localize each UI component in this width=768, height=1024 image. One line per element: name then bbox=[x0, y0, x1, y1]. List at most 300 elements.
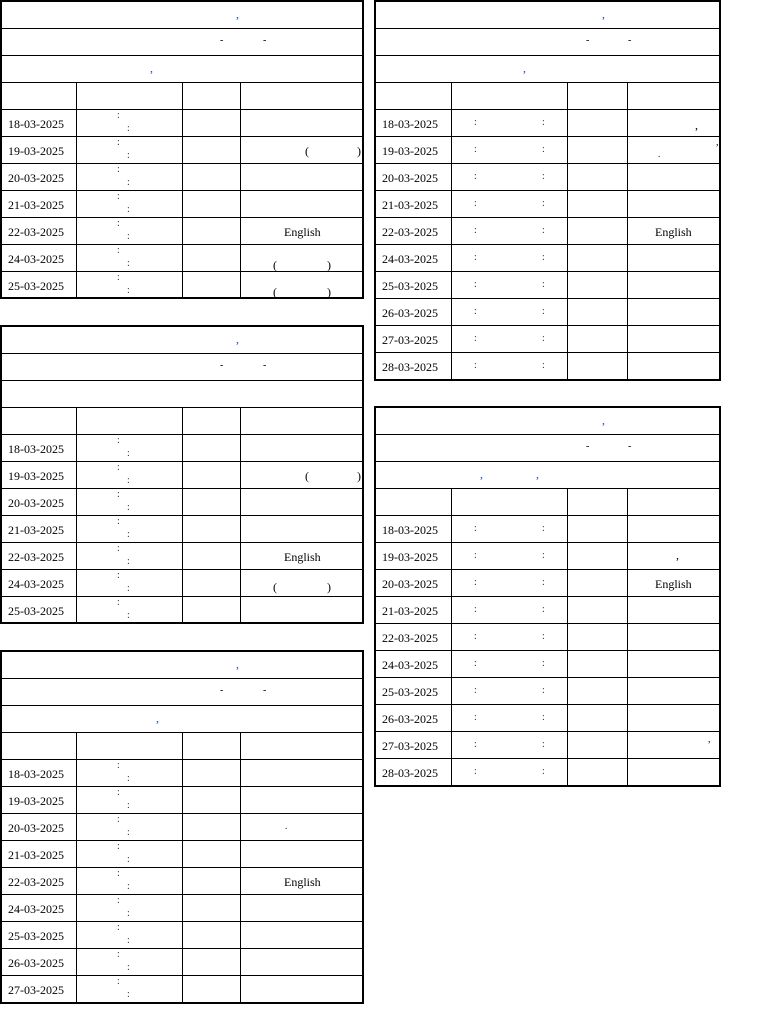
time-separator: : bbox=[542, 658, 545, 669]
table-cell bbox=[376, 110, 451, 136]
time-separator: : bbox=[127, 962, 130, 973]
table-cell bbox=[627, 732, 721, 758]
table-cell bbox=[567, 245, 627, 271]
table-cell bbox=[567, 353, 627, 380]
time-separator: : bbox=[474, 117, 477, 128]
table-cell bbox=[627, 516, 721, 542]
table-cell bbox=[451, 245, 567, 271]
table-row bbox=[376, 245, 719, 272]
table-cell bbox=[2, 489, 76, 515]
table-cell bbox=[2, 976, 76, 1003]
exam-date: 28-03-2025 bbox=[382, 360, 438, 374]
remark-text: . bbox=[285, 821, 288, 831]
remark-text: , bbox=[708, 734, 711, 745]
table-cell bbox=[182, 922, 240, 948]
table-cell bbox=[627, 326, 721, 352]
table-cell bbox=[567, 678, 627, 704]
remark-text: , bbox=[695, 118, 698, 132]
table-cell bbox=[76, 760, 182, 786]
table-cell bbox=[451, 110, 567, 136]
table-cell bbox=[567, 597, 627, 623]
table-row bbox=[2, 868, 362, 895]
exam-date: 27-03-2025 bbox=[8, 983, 64, 997]
table-cell bbox=[240, 462, 364, 488]
time-separator: : bbox=[542, 739, 545, 750]
column-header-row bbox=[2, 83, 362, 110]
table-cell bbox=[76, 733, 182, 759]
table-cell bbox=[567, 489, 627, 515]
table-cell bbox=[567, 191, 627, 217]
time-separator: : bbox=[542, 225, 545, 236]
table-cell bbox=[376, 570, 451, 596]
table-cell bbox=[182, 895, 240, 921]
table-cell bbox=[240, 976, 364, 1003]
table-cell bbox=[627, 624, 721, 650]
time-separator: : bbox=[474, 306, 477, 317]
table-row bbox=[376, 732, 719, 759]
time-separator: : bbox=[542, 631, 545, 642]
table-row bbox=[2, 462, 362, 489]
table-cell bbox=[182, 841, 240, 867]
time-separator: : bbox=[542, 252, 545, 263]
time-separator: : bbox=[127, 773, 130, 784]
exam-date: 21-03-2025 bbox=[382, 604, 438, 618]
time-separator: : bbox=[117, 949, 120, 960]
time-separator: : bbox=[474, 360, 477, 371]
header-row-3 bbox=[376, 56, 719, 83]
table-cell bbox=[240, 110, 364, 136]
table-row bbox=[376, 218, 719, 245]
time-separator: : bbox=[117, 137, 120, 148]
exam-date: 22-03-2025 bbox=[8, 550, 64, 564]
time-separator: : bbox=[117, 895, 120, 906]
exam-date: 18-03-2025 bbox=[8, 117, 64, 131]
table-cell bbox=[451, 705, 567, 731]
remark-text: , bbox=[676, 548, 679, 562]
remark-text: ) bbox=[357, 469, 361, 483]
table-cell bbox=[240, 597, 364, 624]
table-cell bbox=[627, 543, 721, 569]
table-cell bbox=[2, 164, 76, 190]
table-cell bbox=[627, 299, 721, 325]
exam-date: 24-03-2025 bbox=[8, 577, 64, 591]
table-cell bbox=[76, 570, 182, 596]
header-text: , bbox=[480, 467, 483, 481]
table-cell bbox=[182, 110, 240, 136]
time-separator: : bbox=[542, 171, 545, 182]
exam-date: 20-03-2025 bbox=[382, 577, 438, 591]
table-cell bbox=[451, 83, 567, 109]
time-separator: : bbox=[474, 252, 477, 263]
table-cell bbox=[376, 597, 451, 623]
table-row bbox=[376, 164, 719, 191]
date-range-separator: - bbox=[220, 360, 224, 371]
table-cell bbox=[451, 543, 567, 569]
table-cell bbox=[451, 489, 567, 515]
table-row bbox=[376, 272, 719, 299]
table-cell bbox=[240, 408, 364, 434]
table-row bbox=[2, 191, 362, 218]
exam-date: 24-03-2025 bbox=[382, 658, 438, 672]
time-separator: : bbox=[474, 171, 477, 182]
time-separator: : bbox=[127, 150, 130, 161]
table-cell bbox=[451, 624, 567, 650]
remark-text: English bbox=[284, 550, 321, 564]
time-separator: : bbox=[117, 245, 120, 256]
time-separator: : bbox=[127, 935, 130, 946]
table-cell bbox=[76, 841, 182, 867]
table-row bbox=[2, 516, 362, 543]
exam-date: 21-03-2025 bbox=[382, 198, 438, 212]
table-cell bbox=[627, 218, 721, 244]
table-cell bbox=[567, 83, 627, 109]
header-text: , bbox=[536, 467, 539, 481]
table-cell bbox=[2, 137, 76, 163]
table-cell bbox=[182, 597, 240, 624]
table-cell bbox=[627, 191, 721, 217]
exam-date: 18-03-2025 bbox=[382, 117, 438, 131]
table-cell bbox=[376, 164, 451, 190]
table-cell bbox=[2, 760, 76, 786]
exam-date: 27-03-2025 bbox=[382, 739, 438, 753]
table-row bbox=[376, 705, 719, 732]
table-cell bbox=[627, 353, 721, 380]
time-separator: : bbox=[542, 198, 545, 209]
exam-date: 26-03-2025 bbox=[8, 956, 64, 970]
table-cell bbox=[182, 949, 240, 975]
remark-text: ) bbox=[327, 285, 331, 299]
table-cell bbox=[76, 787, 182, 813]
table-cell bbox=[76, 245, 182, 271]
table-row bbox=[2, 570, 362, 597]
table-cell bbox=[240, 868, 364, 894]
table-cell bbox=[2, 570, 76, 596]
header-text: , bbox=[156, 711, 159, 725]
date-range-separator: - bbox=[586, 35, 590, 46]
time-separator: : bbox=[127, 177, 130, 188]
table-row bbox=[376, 597, 719, 624]
table-cell bbox=[376, 191, 451, 217]
time-separator: : bbox=[117, 191, 120, 202]
table-cell bbox=[76, 435, 182, 461]
table-row bbox=[376, 678, 719, 705]
table-row bbox=[2, 760, 362, 787]
table-cell bbox=[2, 868, 76, 894]
time-separator: : bbox=[117, 841, 120, 852]
table-row bbox=[376, 516, 719, 543]
header-row-2 bbox=[376, 435, 719, 462]
table-cell bbox=[567, 164, 627, 190]
table-cell bbox=[182, 543, 240, 569]
table-cell bbox=[376, 272, 451, 298]
exam-date: 20-03-2025 bbox=[8, 821, 64, 835]
table-cell bbox=[76, 164, 182, 190]
time-separator: : bbox=[474, 333, 477, 344]
table-cell bbox=[182, 868, 240, 894]
time-separator: : bbox=[474, 712, 477, 723]
table-cell bbox=[627, 164, 721, 190]
table-row bbox=[2, 814, 362, 841]
table-cell bbox=[451, 651, 567, 677]
header-text: , bbox=[236, 332, 239, 346]
time-separator: : bbox=[127, 827, 130, 838]
table-row bbox=[2, 245, 362, 272]
header-row-2 bbox=[2, 679, 362, 706]
table-cell bbox=[240, 949, 364, 975]
table-cell bbox=[376, 624, 451, 650]
table-row bbox=[2, 543, 362, 570]
exam-date: 24-03-2025 bbox=[8, 902, 64, 916]
table-cell bbox=[2, 895, 76, 921]
header-row-3 bbox=[376, 462, 719, 489]
time-separator: : bbox=[117, 462, 120, 473]
table-cell bbox=[451, 516, 567, 542]
exam-date: 19-03-2025 bbox=[8, 469, 64, 483]
header-row-3 bbox=[2, 706, 362, 733]
time-separator: : bbox=[127, 881, 130, 892]
table-row bbox=[376, 110, 719, 137]
exam-date: 20-03-2025 bbox=[8, 171, 64, 185]
exam-date: 20-03-2025 bbox=[382, 171, 438, 185]
table-cell bbox=[182, 570, 240, 596]
table-cell bbox=[240, 841, 364, 867]
table-row bbox=[2, 976, 362, 1003]
time-separator: : bbox=[117, 570, 120, 581]
exam-date: 25-03-2025 bbox=[382, 279, 438, 293]
time-separator: : bbox=[542, 117, 545, 128]
table-cell bbox=[451, 732, 567, 758]
table-cell bbox=[76, 949, 182, 975]
date-range-separator: - bbox=[263, 360, 267, 371]
table-cell bbox=[627, 137, 721, 163]
exam-date: 22-03-2025 bbox=[382, 225, 438, 239]
table-cell bbox=[2, 922, 76, 948]
remark-text: . bbox=[658, 149, 661, 159]
time-separator: : bbox=[117, 489, 120, 500]
table-cell bbox=[240, 570, 364, 596]
table-cell bbox=[376, 516, 451, 542]
header-row-1 bbox=[2, 652, 362, 679]
time-separator: : bbox=[117, 868, 120, 879]
table-cell bbox=[627, 651, 721, 677]
table-cell bbox=[376, 299, 451, 325]
table-cell bbox=[182, 516, 240, 542]
header-row-3 bbox=[2, 381, 362, 408]
table-cell bbox=[376, 489, 451, 515]
table-row bbox=[2, 841, 362, 868]
table-cell bbox=[240, 272, 364, 299]
time-separator: : bbox=[127, 529, 130, 540]
time-separator: : bbox=[117, 110, 120, 121]
table-cell bbox=[627, 570, 721, 596]
table-row bbox=[376, 191, 719, 218]
time-separator: : bbox=[127, 610, 130, 621]
header-row-1 bbox=[376, 2, 719, 29]
exam-date: 19-03-2025 bbox=[8, 144, 64, 158]
time-separator: : bbox=[127, 231, 130, 242]
table-cell bbox=[182, 760, 240, 786]
table-row bbox=[2, 218, 362, 245]
table-cell bbox=[76, 462, 182, 488]
header-row-2 bbox=[376, 29, 719, 56]
table-row bbox=[376, 299, 719, 326]
table-cell bbox=[182, 272, 240, 299]
time-separator: : bbox=[117, 922, 120, 933]
table-cell bbox=[2, 949, 76, 975]
table-cell bbox=[76, 814, 182, 840]
exam-date: 27-03-2025 bbox=[382, 333, 438, 347]
remark-text: ) bbox=[357, 144, 361, 158]
table-cell bbox=[240, 489, 364, 515]
table-cell bbox=[76, 110, 182, 136]
time-separator: : bbox=[117, 164, 120, 175]
exam-date: 22-03-2025 bbox=[8, 875, 64, 889]
header-text: , bbox=[523, 61, 526, 75]
table-cell bbox=[451, 218, 567, 244]
time-separator: : bbox=[542, 550, 545, 561]
table-cell bbox=[451, 570, 567, 596]
remark-text: ( bbox=[305, 144, 309, 158]
date-range-separator: - bbox=[628, 35, 632, 46]
time-separator: : bbox=[127, 556, 130, 567]
time-separator: : bbox=[127, 204, 130, 215]
table-cell bbox=[2, 462, 76, 488]
time-separator: : bbox=[474, 739, 477, 750]
schedule-table-3 bbox=[0, 650, 364, 1004]
remark-text: , bbox=[716, 137, 719, 148]
time-separator: : bbox=[474, 658, 477, 669]
time-separator: : bbox=[474, 685, 477, 696]
table-row bbox=[2, 787, 362, 814]
exam-date: 18-03-2025 bbox=[382, 523, 438, 537]
exam-date: 25-03-2025 bbox=[8, 279, 64, 293]
date-range-separator: - bbox=[220, 35, 224, 46]
table-cell bbox=[240, 245, 364, 271]
table-cell bbox=[567, 732, 627, 758]
table-cell bbox=[627, 245, 721, 271]
exam-date: 24-03-2025 bbox=[8, 252, 64, 266]
table-cell bbox=[240, 137, 364, 163]
table-cell bbox=[2, 814, 76, 840]
time-separator: : bbox=[542, 712, 545, 723]
table-cell bbox=[240, 191, 364, 217]
table-cell bbox=[182, 787, 240, 813]
table-cell bbox=[567, 272, 627, 298]
table-cell bbox=[2, 191, 76, 217]
table-cell bbox=[182, 814, 240, 840]
table-cell bbox=[76, 408, 182, 434]
table-cell bbox=[76, 895, 182, 921]
table-cell bbox=[567, 624, 627, 650]
table-cell bbox=[451, 353, 567, 380]
table-cell bbox=[76, 516, 182, 542]
column-header-row bbox=[2, 408, 362, 435]
table-cell bbox=[240, 164, 364, 190]
time-separator: : bbox=[474, 604, 477, 615]
time-separator: : bbox=[127, 123, 130, 134]
date-range-separator: - bbox=[263, 685, 267, 696]
table-cell bbox=[376, 732, 451, 758]
table-cell bbox=[627, 678, 721, 704]
time-separator: : bbox=[127, 854, 130, 865]
time-separator: : bbox=[474, 279, 477, 290]
time-separator: : bbox=[117, 435, 120, 446]
exam-date: 19-03-2025 bbox=[8, 794, 64, 808]
table-cell bbox=[376, 218, 451, 244]
table-cell bbox=[627, 489, 721, 515]
table-cell bbox=[567, 759, 627, 786]
time-separator: : bbox=[117, 516, 120, 527]
exam-date: 18-03-2025 bbox=[8, 442, 64, 456]
header-text: , bbox=[236, 657, 239, 671]
table-cell bbox=[240, 787, 364, 813]
table-row bbox=[2, 435, 362, 462]
table-cell bbox=[567, 218, 627, 244]
exam-date: 19-03-2025 bbox=[382, 144, 438, 158]
table-cell bbox=[240, 733, 364, 759]
time-separator: : bbox=[127, 502, 130, 513]
table-cell bbox=[240, 516, 364, 542]
table-cell bbox=[240, 83, 364, 109]
time-separator: : bbox=[474, 198, 477, 209]
time-separator: : bbox=[474, 631, 477, 642]
header-text: , bbox=[236, 7, 239, 21]
table-cell bbox=[182, 218, 240, 244]
table-cell bbox=[376, 353, 451, 380]
table-cell bbox=[2, 841, 76, 867]
table-cell bbox=[376, 651, 451, 677]
table-cell bbox=[627, 110, 721, 136]
exam-date: 25-03-2025 bbox=[382, 685, 438, 699]
date-range-separator: - bbox=[586, 441, 590, 452]
time-separator: : bbox=[542, 523, 545, 534]
table-cell bbox=[376, 326, 451, 352]
table-cell bbox=[182, 976, 240, 1003]
header-row-1 bbox=[2, 327, 362, 354]
remark-text: English bbox=[655, 225, 692, 239]
time-separator: : bbox=[542, 306, 545, 317]
table-cell bbox=[76, 83, 182, 109]
remark-text: English bbox=[655, 577, 692, 591]
header-row-2 bbox=[2, 29, 362, 56]
exam-date: 25-03-2025 bbox=[8, 604, 64, 618]
table-cell bbox=[567, 299, 627, 325]
table-row bbox=[376, 326, 719, 353]
time-separator: : bbox=[127, 285, 130, 296]
column-header-row bbox=[2, 733, 362, 760]
time-separator: : bbox=[127, 800, 130, 811]
table-row bbox=[376, 624, 719, 651]
table-row bbox=[2, 895, 362, 922]
table-cell bbox=[182, 191, 240, 217]
table-cell bbox=[76, 543, 182, 569]
table-cell bbox=[2, 733, 76, 759]
exam-date: 21-03-2025 bbox=[8, 198, 64, 212]
exam-date: 25-03-2025 bbox=[8, 929, 64, 943]
table-row bbox=[2, 922, 362, 949]
table-row bbox=[2, 110, 362, 137]
table-cell bbox=[240, 218, 364, 244]
time-separator: : bbox=[117, 218, 120, 229]
table-cell bbox=[451, 164, 567, 190]
time-separator: : bbox=[117, 760, 120, 771]
table-cell bbox=[2, 516, 76, 542]
table-cell bbox=[76, 137, 182, 163]
remark-text: ( bbox=[273, 285, 277, 299]
table-cell bbox=[376, 543, 451, 569]
date-range-separator: - bbox=[263, 35, 267, 46]
table-cell bbox=[76, 272, 182, 299]
